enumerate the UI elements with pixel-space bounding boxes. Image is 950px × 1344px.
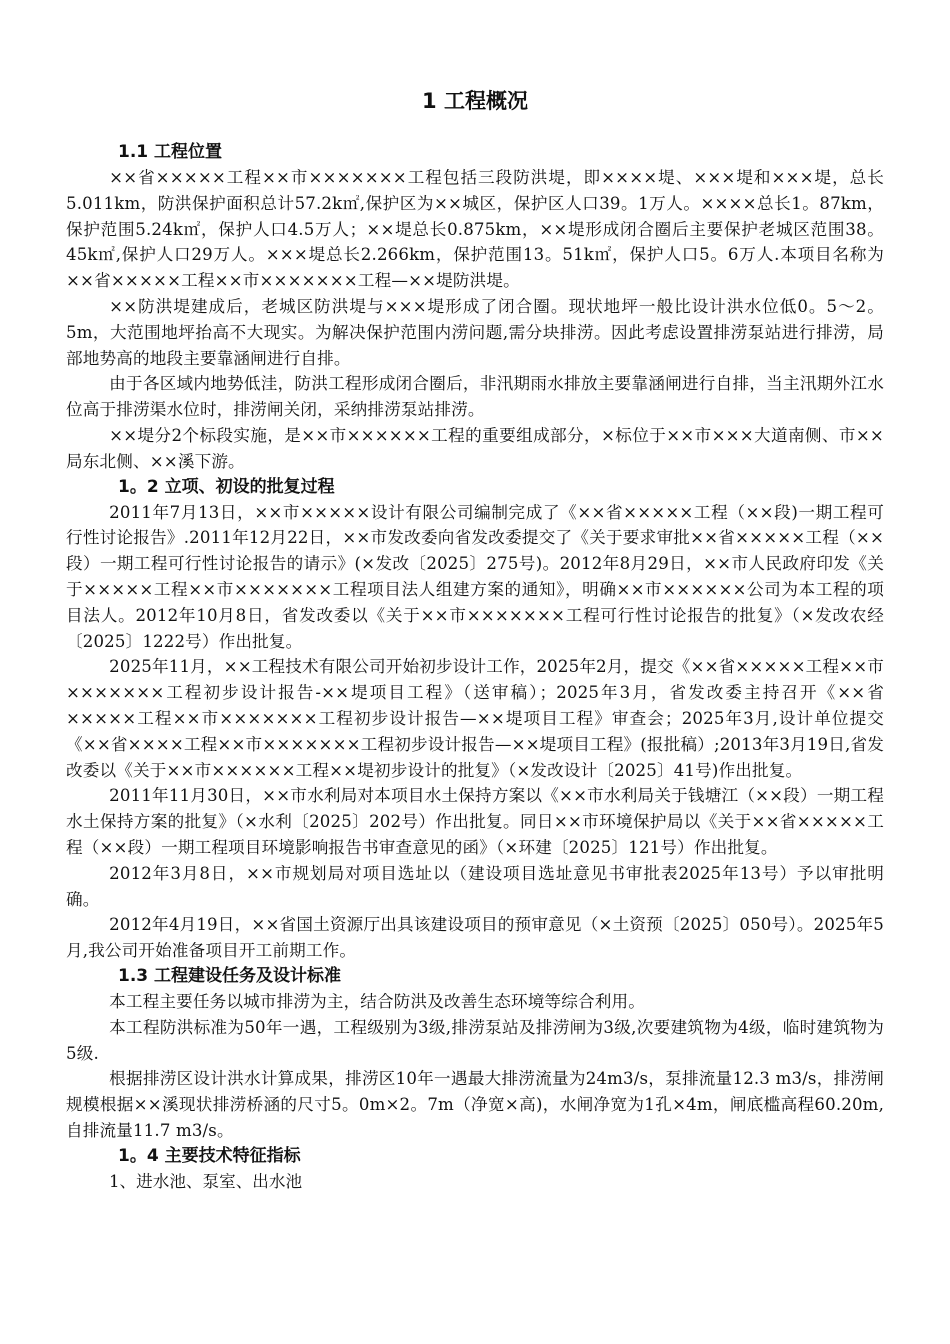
paragraph: 由于各区域内地势低洼，防洪工程形成闭合圈后，非汛期雨水排放主要靠涵闸进行自排，当主汛期外江水位高于排涝渠水位时，排涝闸关闭，采纳排涝泵站排涝。 (66, 374, 884, 420)
section-heading-1-3: 1.3 工程建设任务及设计标准 (118, 965, 342, 986)
section-heading-1-2: 1。2 立项、初设的批复过程 (118, 476, 335, 497)
paragraph: 2025年11月，××工程技术有限公司开始初步设计工作，2025年2月，提交《××省×××××工程××市×××××××工程初步设计报告-××堤项目工程》（送审稿）；2025年3月，省发改委主持召开《××省×××××工程××市×××××××工程初步设计报告—××堤项目工程》审查会；2025年3月,设计单位提交《××省××××工程××市×××××××工程初步设计报告—××堤项目工程》(报批稿）;2013年3月19日,省发改委以《关于××市××××××工程××堤初步设计的批复》（×发改设计〔2025〕41号)作出批复。 (66, 657, 884, 780)
paragraph: 本工程主要任务以城市排涝为主，结合防洪及改善生态环境等综合利用。 (109, 991, 645, 1011)
list-item: 1、进水池、泵室、出水池 (109, 1171, 303, 1191)
section-heading-1-1: 1.1 工程位置 (118, 142, 223, 162)
paragraph: 本工程防洪标准为50年一遇，工程级别为3级,排涝泵站及排涝闸为3级,次要建筑物为4级，临时建筑物为5级. (66, 1017, 884, 1063)
paragraph: 2012年4月19日，××省国土资源厅出具该建设项目的预审意见（×土资预〔2025〕050号）。2025年5月,我公司开始准备项目开工前期工作。 (66, 915, 884, 961)
paragraph: ××堤分2个标段实施，是××市××××××工程的重要组成部分，×标位于××市×××大道南侧、市××局东北侧、××溪下游。 (66, 425, 884, 471)
section-heading-1-4: 1。4 主要技术特征指标 (118, 1145, 301, 1166)
paragraph: 根据排涝区设计洪水计算成果，排涝区10年一遇最大排涝流量为24m3/s，泵排流量12.3 m3/s，排涝闸规模根据××溪现状排涝桥涵的尺寸5。0m×2。7m（净宽×高)，水闸净宽为1孔×4m，闸底槛高程60.20m,自排流量11.7 m3/s。 (66, 1069, 884, 1140)
paragraph: ××防洪堤建成后，老城区防洪堤与×××堤形成了闭合圈。现状地坪一般比设计洪水位低0。5～2。5m，大范围地坪抬高不大现实。为解决保护范围内涝问题,需分块排涝。因此考虑设置排涝泵站进行排涝，局部地势高的地段主要靠涵闸进行自排。 (66, 296, 884, 368)
document-title: 1 工程概况 (422, 89, 528, 113)
paragraph: 2011年11月30日，××市水利局对本项目水土保持方案以《××市水利局关于钱塘江（××段）一期工程水土保持方案的批复》（×水利〔2025〕202号）作出批复。同日××市环境保护局以《关于××省×××××工程（××段）一期工程项目环境影响报告书审查意见的函》（×环建〔2025〕121号）作出批复。 (66, 786, 884, 857)
paragraph: 2012年3月8日，××市规划局对项目选址以（建设项目选址意见书审批表2025年13号）予以审批明确。 (66, 863, 884, 909)
paragraph: 2011年7月13日，××市×××××设计有限公司编制完成了《××省×××××工程（××段)一期工程可行性讨论报告》.2011年12月22日，××市发改委向省发改委提交了《关于要求审批××省×××××工程（××段）一期工程可行性讨论报告的请示》(×发改〔2025〕275号)。2012年8月29日，××市人民政府印发《关于×××××工程××市×××××××工程项目法人组建方案的通知》，明确××市××××××公司为本工程的项目法人。2012年10月8日，省发改委以《关于××市×××××××工程可行性讨论报告的批复》（×发改农经〔2025〕1222号）作出批复。 (66, 502, 884, 651)
paragraph: ××省×××××工程××市×××××××工程包括三段防洪堤，即××××堤、×××堤和×××堤，总长5.011km，防洪保护面积总计57.2k㎡,保护区为××城区，保护区人口39。1万人。××××总长1。87km，保护范围5.24k㎡，保护人口4.5万人；××堤总长0.875km，××堤形成闭合圈后主要保护老城区范围38。45k㎡,保护人口29万人。×××堤总长2.266km，保护范围13。51k㎡，保护人口5。6万人.本项目名称为××省×××××工程××市×××××××工程—××堤防洪堤。 (66, 168, 884, 291)
